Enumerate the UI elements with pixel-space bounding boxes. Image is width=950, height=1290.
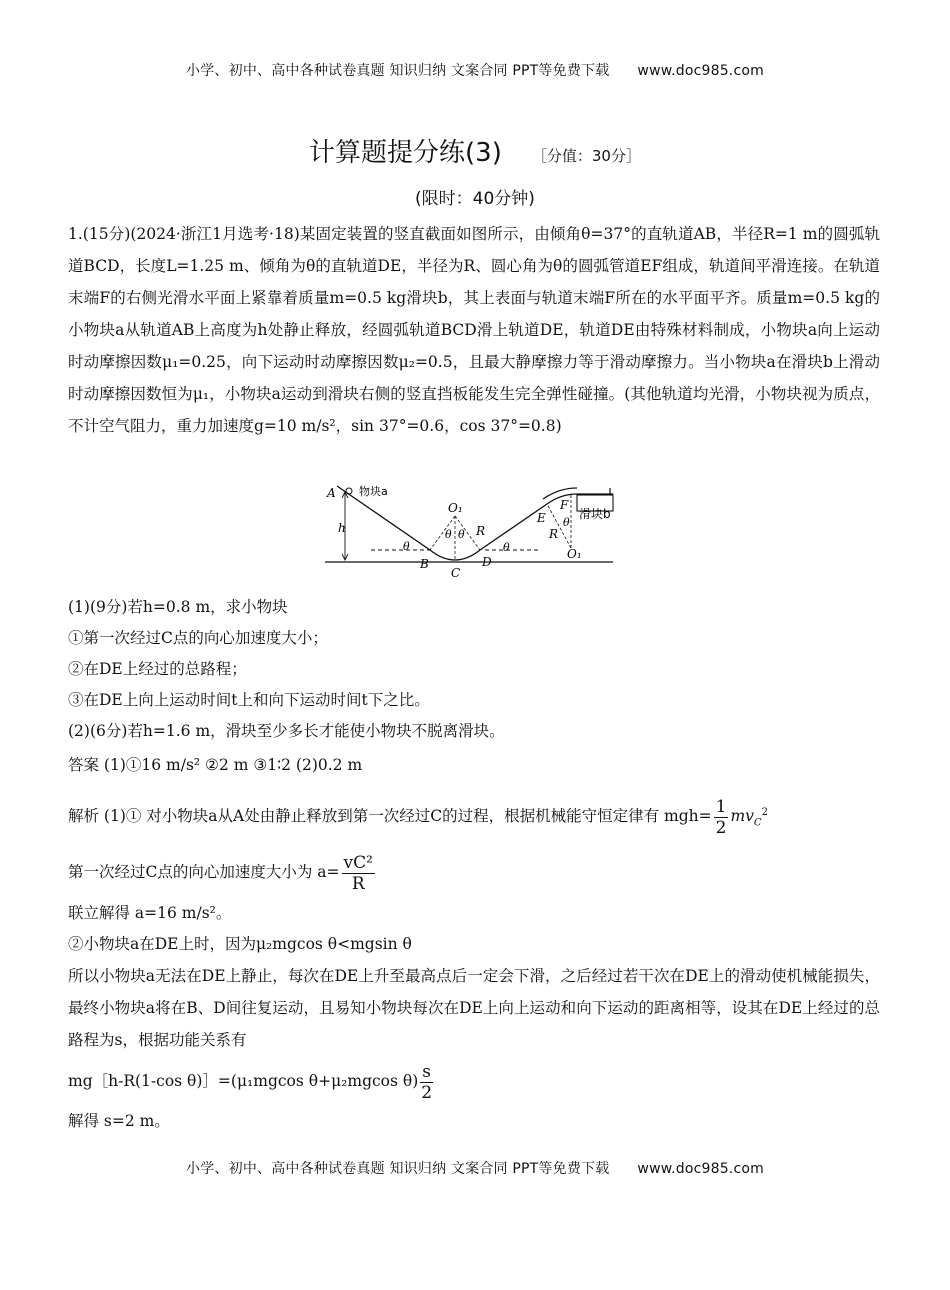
label-o1: O₁ (448, 501, 463, 515)
solution-line-5: 所以小物块a无法在DE上静止，每次在DE上升至最高点后一定会下滑，之后经过若干次在DE上的滑动使机械能损失，最终小物块a将在B、D间往复运动，且易知小物块每次在DE上向上运动和向下运动的距离相等，设其在DE上经过的总路程为s，根据功能关系有 (68, 967, 880, 1050)
time-limit: (限时：40分钟) (415, 189, 535, 209)
label-f: F (560, 498, 569, 512)
label-block-a: 物块a (359, 485, 388, 498)
track-diagram (325, 478, 615, 590)
label-h: h (338, 521, 346, 535)
label-b: B (420, 557, 429, 571)
label-o1-right: O₁ (567, 547, 582, 561)
answer-line: 答案 (1)①16 m/s² ②2 m ③1∶2 (2)0.2 m (68, 756, 363, 774)
label-theta-right: θ (503, 541, 510, 554)
solution-line-2-text: 第一次经过C点的向心加速度大小为 a= (68, 863, 340, 882)
question-1b: ②在DE上经过的总路程； (68, 660, 247, 678)
stem-text: 1.(15分)(2024·浙江1月选考·18)某固定装置的竖直截面如图所示，由倾角θ=37°的直轨道AB，半径R=1 m的圆弧轨道BCD，长度L=1.25 m、倾角为θ的直轨道DE，半径为R、圆心角为θ的圆弧管道EF组成，轨道间平滑连接。在轨道末端F的右侧光滑水平面上紧靠着质量m=0.5 kg滑块b，其上表面与轨道末端F所在的水平面平齐。质量m=0.5 kg的小物块a从轨道AB上高度为h处静止释放，经圆弧轨道BCD滑上轨道DE，轨道DE由特殊材料制成，小物块a向上运动时动摩擦因数μ₁=0.25，向下运动时动摩擦因数μ₂=0.5，且最大静摩擦力等于滑动摩擦力。当小物块a在滑块b上滑动时动摩擦因数恒为μ₁，小物块a运动到滑块右侧的竖直挡板能发生完全弹性碰撞。(其他轨道均光滑，小物块视为质点，不计空气阻力，重力加速度g=10 m/s²，sin 37°=0.6，cos 37°=0.8) (68, 225, 880, 435)
label-block-b: 滑块b (579, 507, 611, 521)
header-text: 小学、初中、高中各种试卷真题 知识归纳 文案合同 PPT等免费下载 (186, 63, 610, 79)
label-theta-left: θ (403, 540, 410, 553)
label-a: A (327, 486, 336, 500)
mv-symbol: mv (730, 807, 754, 826)
solution-line-7: 解得 s=2 m。 (68, 1112, 170, 1131)
question-2: (2)(6分)若h=1.6 m，滑块至少多长才能使小物块不脱离滑块。 (68, 722, 505, 740)
header-site: www.doc985.com (637, 63, 764, 79)
footer-text: 小学、初中、高中各种试卷真题 知识归纳 文案合同 PPT等免费下载 (186, 1161, 610, 1177)
solution-line-3: 联立解得 a=16 m/s²。 (68, 904, 232, 923)
solution-line-1 (68, 790, 880, 846)
fraction-accel (342, 853, 375, 894)
label-r-right: R (549, 527, 559, 541)
label-theta-ef: θ (563, 516, 570, 529)
fraction-s2 (420, 1062, 433, 1103)
footer-site: www.doc985.com (637, 1161, 764, 1177)
solution (68, 790, 880, 1137)
question-1: (1)(9分)若h=0.8 m，求小物块 (68, 598, 288, 616)
solution-line-6 (68, 1056, 880, 1106)
solution-line-6-text: mg［h-R(1-cos θ)］=(μ₁mgcos θ+μ₂mgcos θ) (68, 1072, 419, 1091)
solution-line-1-text: 解析 (1)① 对小物块a从A处由静止释放到第一次经过C的过程，根据机械能守恒定律有 mgh= (68, 807, 712, 826)
fraction-half (714, 797, 729, 838)
page-footer (0, 1158, 950, 1178)
fraction-s2-num: s (422, 1061, 431, 1082)
fraction-half-den: 2 (715, 817, 727, 838)
question-1a: ①第一次经过C点的向心加速度大小； (68, 629, 328, 647)
page-header (0, 60, 950, 80)
score-label: ［分值：30分］ (531, 147, 641, 165)
fraction-half-num: 1 (715, 796, 727, 817)
solution-line-2 (68, 846, 880, 898)
title-row (0, 132, 950, 169)
block-a (346, 488, 352, 494)
label-e: E (537, 511, 546, 525)
fraction-accel-den: R (351, 873, 365, 894)
superscript-2: 2 (761, 807, 768, 818)
page-title: 计算题提分练(3) (309, 138, 502, 168)
question-1c: ③在DE上向上运动时间t上和向下运动时间t下之比。 (68, 691, 430, 709)
label-r-left: R (476, 524, 486, 538)
problem-stem (68, 218, 880, 442)
label-d: D (482, 555, 492, 569)
fraction-accel-num: vC² (343, 852, 373, 873)
label-theta-o1-right: θ (458, 528, 465, 541)
fraction-s2-den: 2 (421, 1082, 433, 1103)
label-c: C (451, 566, 461, 580)
questions (68, 592, 880, 781)
solution-line-4: ②小物块a在DE上时，因为μ₂mgcos θ<mgsin θ (68, 935, 412, 954)
label-theta-o1-left: θ (445, 528, 452, 541)
subscript-c: C (753, 817, 762, 829)
